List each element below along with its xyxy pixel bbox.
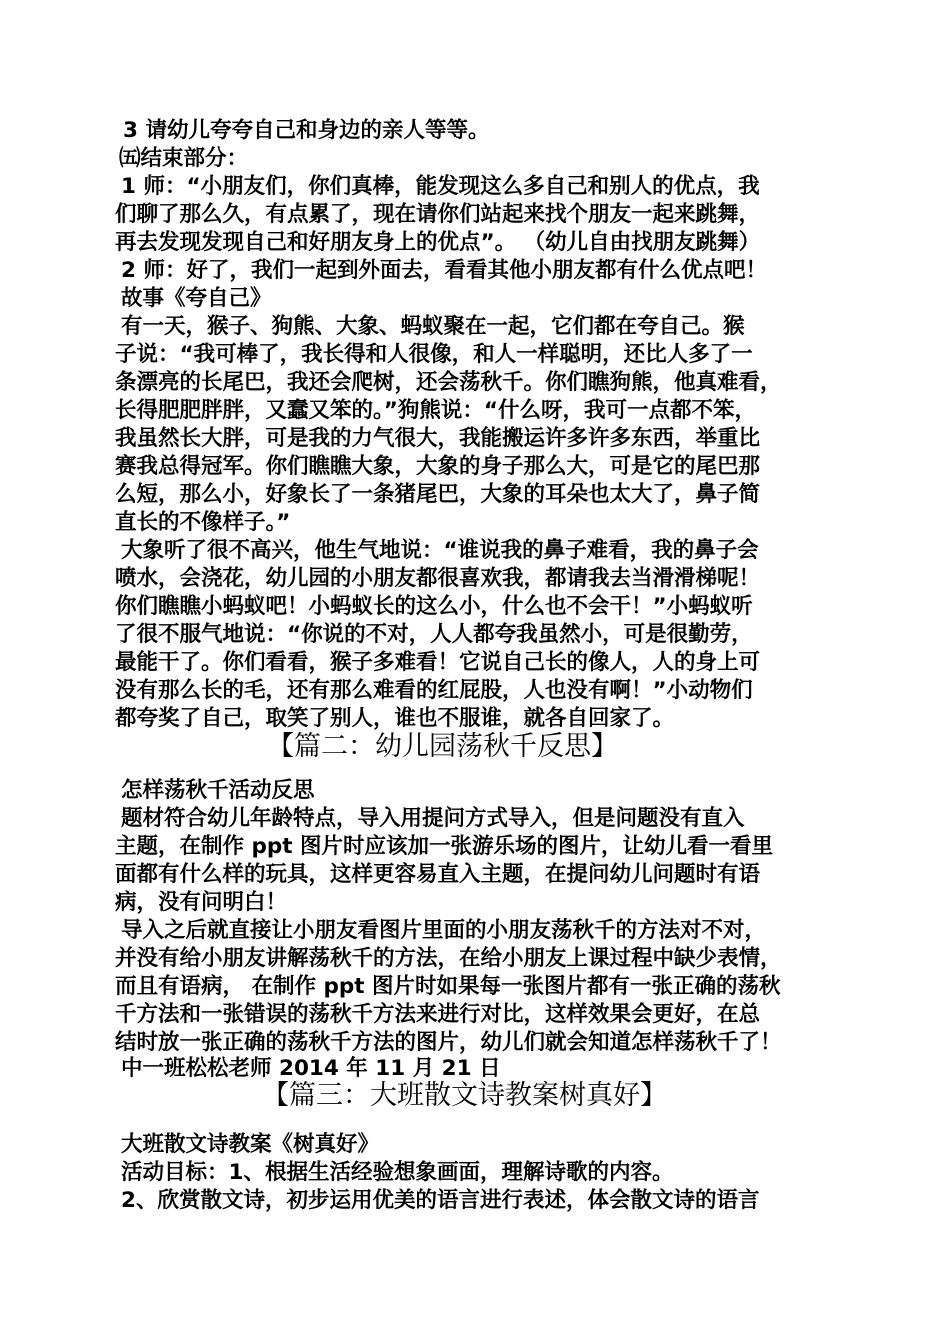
text-line: 你们瞧瞧小蚂蚁吧！小蚂蚁长的这么小，什么也不会干！”小蚂蚁听: [115, 594, 753, 619]
section-heading: 【篇二：幼儿园荡秋千反思】: [267, 731, 618, 762]
text-line: 了很不服气地说：“你说的不对，人人都夸我虽然小，可是很勤劳，: [115, 622, 753, 647]
text-line: 病，没有问明白！: [115, 890, 288, 915]
text-line: 千方法和一张错误的荡秋千方法来进行对比，这样效果会更好，在总: [115, 1002, 761, 1027]
text-line: 2 师：好了，我们一起到外面去，看看其他小朋友都有什么优点吧！: [121, 258, 767, 283]
story-title: 故事《夸自己》: [121, 286, 272, 311]
text-line: ㈤结束部分：: [119, 146, 249, 171]
text-line: 没有那么长的毛，还有那么难看的红屁股，人也没有啊！”小动物们: [115, 678, 753, 703]
text-line: 1 师：“小朋友们，你们真棒，能发现这么多自己和别人的优点，我: [121, 174, 760, 199]
text-line: 面都有什么样的玩具，这样更容易直入主题，在提问幼儿问题时有语: [115, 862, 761, 887]
text-line: 长得肥肥胖胖，又蠢又笨的。”狗熊说：“什么呀，我可一点都不笨，: [115, 398, 757, 423]
text-line: 子说：“我可棒了，我长得和人很像，和人一样聪明，还比人多了一: [115, 342, 753, 367]
text-line: 并没有给小朋友讲解荡秋千的方法，在给小朋友上课过程中缺少表情，: [115, 946, 782, 971]
text-line: 喷水，会浇花，幼儿园的小朋友都很喜欢我，都请我去当滑滑梯呢！: [115, 566, 761, 591]
text-line: 我虽然长大胖，可是我的力气很大，我能搬运许多许多东西，举重比: [115, 426, 761, 451]
text-line: 而且有语病， 在制作 ppt 图片时如果每一张图片都有一张正确的荡秋: [115, 974, 781, 999]
text-line: 结时放一张正确的荡秋千方法的图片，幼儿们就会知道怎样荡秋千了！: [115, 1030, 782, 1055]
text-line: 大象听了很不高兴，他生气地说：“谁说我的鼻子难看，我的鼻子会: [121, 538, 759, 563]
text-line: 题材符合幼儿年龄特点，导入用提问方式导入，但是问题没有直入: [121, 806, 745, 831]
text-line: 都夸奖了自己，取笑了别人，谁也不服谁，就各自回家了。: [115, 706, 675, 731]
text-line: 直长的不像样子。”: [115, 510, 291, 535]
text-line: 活动目标：1、根据生活经验想象画面，理解诗歌的内容。: [121, 1160, 674, 1185]
text-line: 条漂亮的长尾巴，我还会爬树，还会荡秋千。你们瞧狗熊，他真难看，: [115, 370, 782, 395]
text-line: 们聊了那么久，有点累了，现在请你们站起来找个朋友一起来跳舞，: [115, 202, 761, 227]
text-line: 主题，在制作 ppt 图片时应该加一张游乐场的图片，让幼儿看一看里: [115, 834, 774, 859]
section-heading: 【篇三：大班散文诗教案树真好】: [262, 1080, 667, 1111]
section-title: 怎样荡秋千活动反思: [121, 778, 315, 803]
text-line: 再去发现发现自己和好朋友身上的优点”。 （幼儿自由找朋友跳舞）: [115, 230, 761, 255]
signature-date: 中一班松松老师 2014 年 11 月 21 日: [121, 1056, 501, 1081]
text-line: 么短，那么小，好象长了一条猪尾巴，大象的耳朵也太大了，鼻子简: [115, 482, 761, 507]
section-title: 大班散文诗教案《树真好》: [121, 1132, 380, 1157]
text-line: 导入之后就直接让小朋友看图片里面的小朋友荡秋千的方法对不对，: [121, 918, 767, 943]
text-line: 3 请幼儿夸夸自己和身边的亲人等等。: [123, 118, 490, 143]
text-line: 最能干了。你们看看，猴子多难看！它说自己长的像人，人的身上可: [115, 650, 761, 675]
text-line: 2、欣赏散文诗，初步运用优美的语言进行表述，体会散文诗的语言: [121, 1188, 760, 1213]
text-line: 赛我总得冠军。你们瞧瞧大象，大象的身子那么大，可是它的尾巴那: [115, 454, 761, 479]
text-line: 有一天，猴子、狗熊、大象、蚂蚁聚在一起，它们都在夸自己。猴: [121, 314, 745, 339]
